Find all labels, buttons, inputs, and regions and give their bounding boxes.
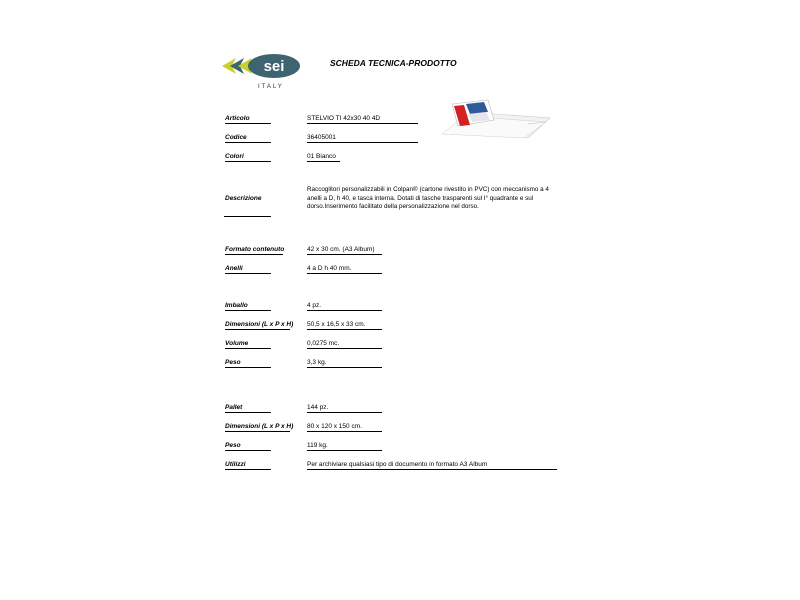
value-utilizzi: Per archiviare qualsiasi tipo di documento in formato A3 Album xyxy=(307,461,557,470)
descrizione-underline xyxy=(224,216,271,217)
label-pallet: Pallet xyxy=(225,404,271,413)
value-peso-imballo: 3,3 kg. xyxy=(307,359,382,368)
value-descrizione: Raccoglitori personalizzabili in Colpan® (cartone rivestito in PVC) con meccanismo a 4 anelli a D, h 40, e tasca interna. Dotati di tasche trasparenti sul I° quadrante e sul dorso.Inserimento facilitato della personalizzazione nel dorso. xyxy=(307,186,549,210)
logo-text: sei xyxy=(263,58,285,75)
label-peso-imballo: Peso xyxy=(225,359,271,368)
label-peso-pallet: Peso xyxy=(225,442,271,451)
value-imballo: 4 pz. xyxy=(307,302,382,311)
label-colori: Colori xyxy=(225,153,271,162)
value-volume: 0,0275 mc. xyxy=(307,340,382,349)
label-formato-contenuto: Formato contenuto xyxy=(225,246,285,253)
logo-subtitle: ITALY xyxy=(258,84,284,90)
value-peso-pallet: 119 kg. xyxy=(307,442,382,451)
value-anelli: 4 a D h 40 mm. xyxy=(307,265,382,274)
label-descrizione: Descrizione xyxy=(225,195,262,202)
value-codice: 36405001 xyxy=(307,134,418,143)
label-codice: Codice xyxy=(225,134,271,143)
label-utilizzi: Utilizzi xyxy=(225,461,271,470)
label-volume: Volume xyxy=(225,340,271,349)
value-articolo: STELVIO TI 42x30 40 4D xyxy=(307,115,418,124)
product-image xyxy=(428,98,553,140)
label-imballo: Imballo xyxy=(225,302,271,311)
label-anelli: Anelli xyxy=(225,265,271,274)
value-dimensioni-imballo: 50,5 x 16,5 x 33 cm. xyxy=(307,321,382,330)
page-title: SCHEDA TECNICA-PRODOTTO xyxy=(330,58,457,68)
label-dimensioni-imballo: Dimensioni (L x P x H) xyxy=(225,321,294,328)
value-colori: 01 Bianco xyxy=(307,153,340,162)
label-articolo: Articolo xyxy=(225,115,271,124)
value-dimensioni-pallet: 80 x 120 x 150 cm. xyxy=(307,423,382,432)
value-pallet: 144 pz. xyxy=(307,404,382,413)
value-formato-contenuto: 42 x 30 cm. (A3 Album) xyxy=(307,246,382,255)
label-dimensioni-pallet: Dimensioni (L x P x H) xyxy=(225,423,294,430)
